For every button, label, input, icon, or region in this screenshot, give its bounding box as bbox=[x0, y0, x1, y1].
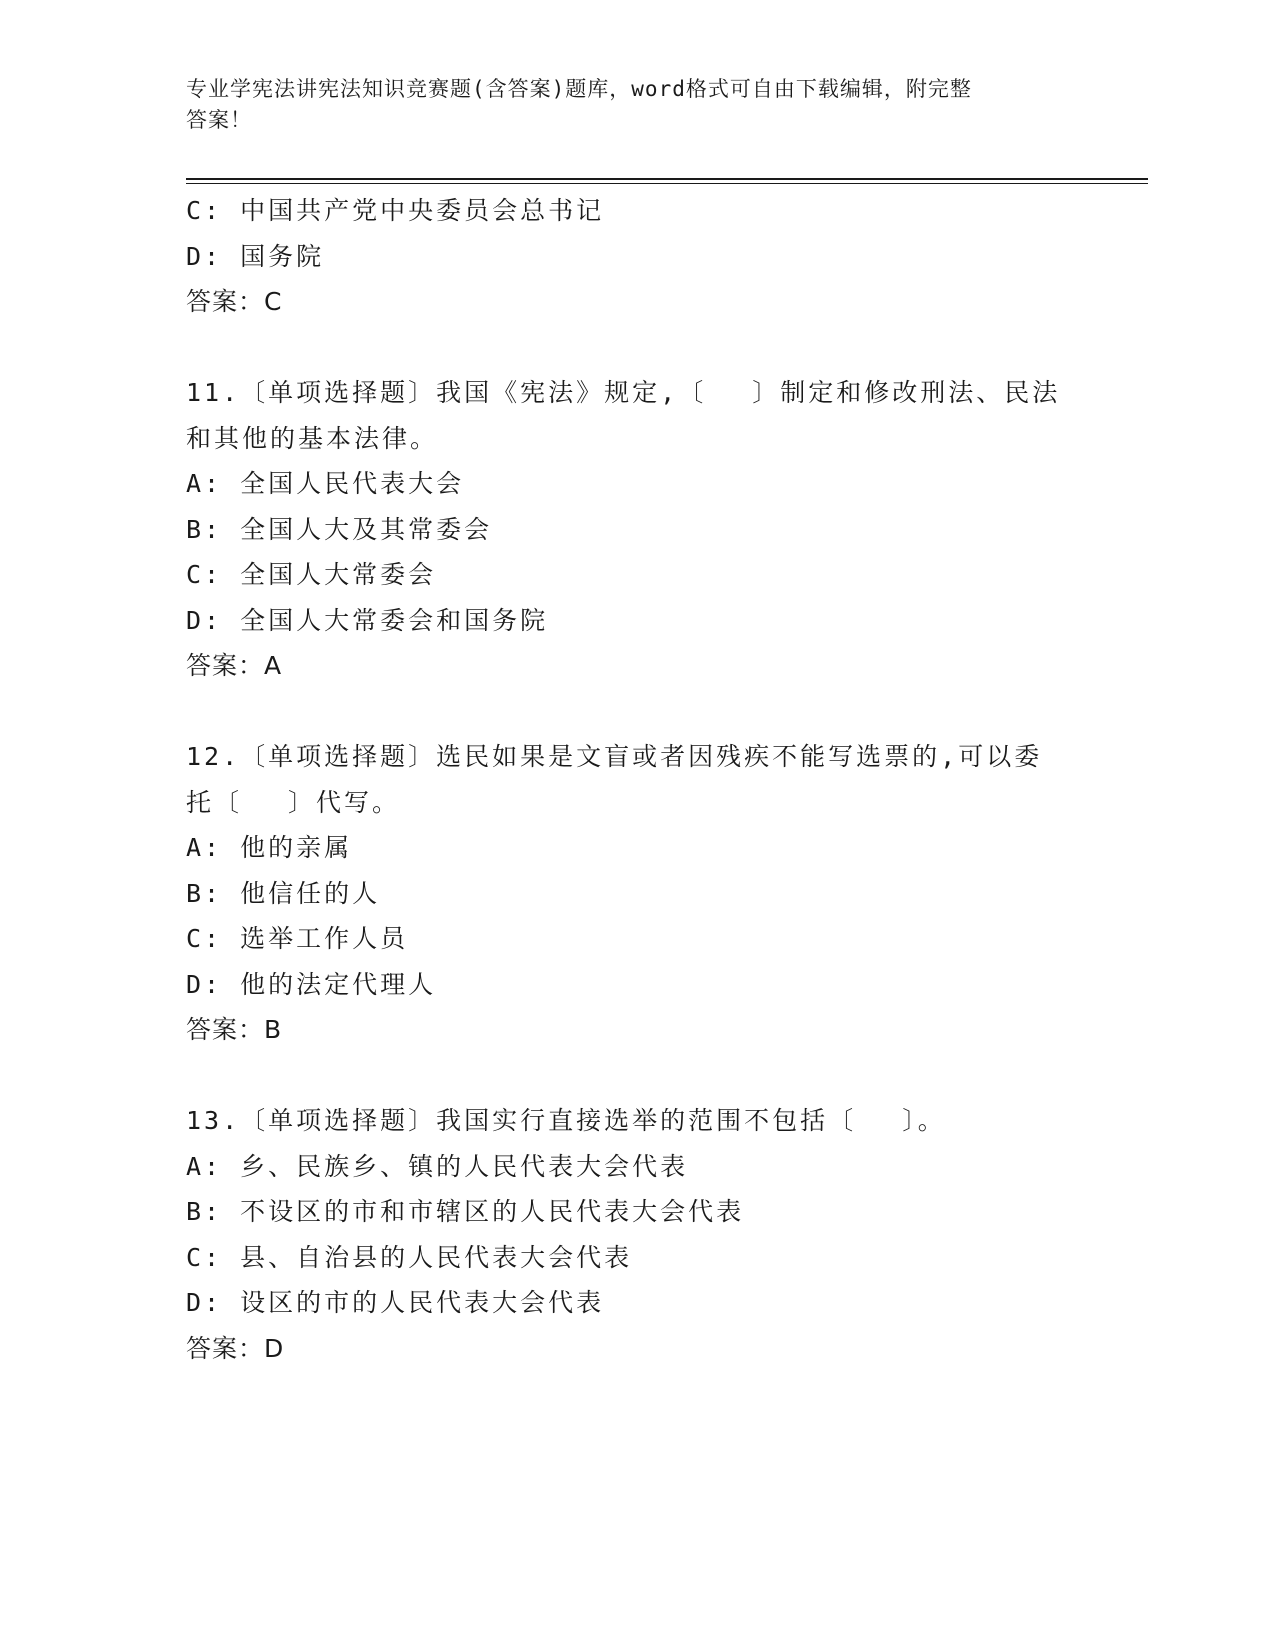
option-d: D: 全国人大常委会和国务院 bbox=[186, 605, 549, 635]
option-d: D: 设区的市的人民代表大会代表 bbox=[186, 1288, 605, 1317]
question-stem: 11.〔单项选择题〕我国《宪法》规定,〔 〕制定和修改刑法、民法 bbox=[186, 378, 1061, 407]
document-header bbox=[186, 74, 1086, 136]
option-b: B: 全国人大及其常委会 bbox=[186, 514, 493, 544]
option-c: C: 全国人大常委会 bbox=[186, 560, 437, 589]
option-c: C: 县、自治县的人民代表大会代表 bbox=[186, 1242, 633, 1272]
header-line-1: 专业学宪法讲宪法知识竞赛题(含答案)题库，word格式可自由下载编辑，附完整 bbox=[186, 77, 972, 101]
answer-label: 答案：C bbox=[186, 287, 283, 316]
answer-label: 答案：D bbox=[186, 1333, 285, 1363]
question-item bbox=[186, 1098, 1086, 1371]
header-divider-thin bbox=[186, 183, 1148, 184]
question-stem: 13.〔单项选择题〕我国实行直接选举的范围不包括〔 〕。 bbox=[186, 1106, 946, 1135]
option-d: D: 国务院 bbox=[186, 241, 325, 271]
header-divider-thick bbox=[186, 178, 1148, 180]
option-b: B: 不设区的市和市辖区的人民代表大会代表 bbox=[186, 1197, 745, 1226]
option-a: A: 他的亲属 bbox=[186, 833, 353, 862]
question-list bbox=[186, 188, 1086, 1371]
spacer bbox=[186, 1053, 1086, 1099]
option-c: C: 选举工作人员 bbox=[186, 924, 409, 953]
option-d: D: 他的法定代理人 bbox=[186, 969, 437, 999]
option-b: B: 他信任的人 bbox=[186, 878, 381, 908]
option-a: A: 乡、民族乡、镇的人民代表大会代表 bbox=[186, 1151, 689, 1181]
option-a: A: 全国人民代表大会 bbox=[186, 469, 465, 498]
spacer bbox=[186, 325, 1086, 371]
header-line-2: 答案！ bbox=[186, 108, 252, 132]
question-item bbox=[186, 370, 1086, 689]
question-stem-continued: 和其他的基本法律。 bbox=[186, 423, 439, 453]
spacer bbox=[186, 689, 1086, 735]
answer-label: 答案：A bbox=[186, 651, 283, 680]
option-c: C: 中国共产党中央委员会总书记 bbox=[186, 196, 605, 225]
question-item bbox=[186, 734, 1086, 1053]
answer-label: 答案：B bbox=[186, 1015, 283, 1044]
question-stem: 12.〔单项选择题〕选民如果是文盲或者因残疾不能写选票的,可以委 bbox=[186, 742, 1043, 771]
question-stem-continued: 托〔 〕代写。 bbox=[186, 787, 401, 817]
